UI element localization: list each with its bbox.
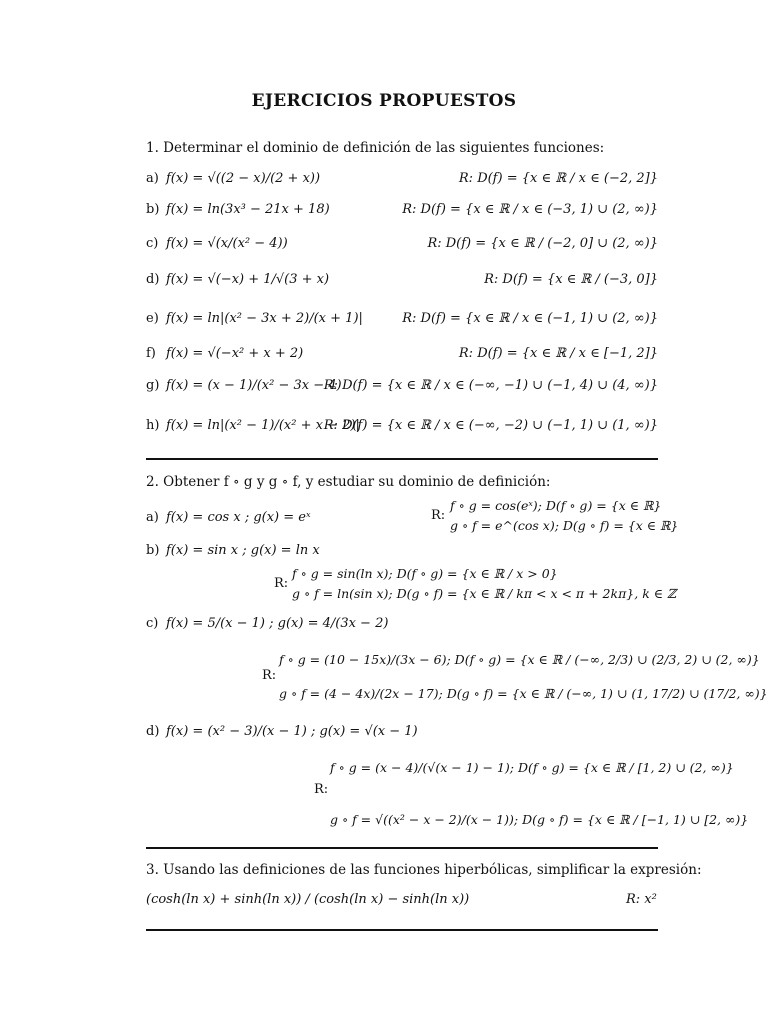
answer-marker: R:: [431, 508, 446, 523]
answer-text: R: D(f) = {x ∈ ℝ / x ∈ [−1, 2]}: [458, 346, 658, 361]
item-label: g): [146, 378, 160, 393]
page-title: EJERCICIOS PROPUESTOS: [251, 91, 517, 111]
function-expression: f(x) = sin x ; g(x) = ln x: [166, 543, 320, 558]
function-expression: f(x) = √((2 − x)/(2 + x)): [166, 171, 321, 186]
answer-text: R: D(f) = {x ∈ ℝ / x ∈ (−1, 1) ∪ (2, ∞)}: [402, 311, 658, 326]
function-expression: f(x) = 5/(x − 1) ; g(x) = 4/(3x − 2): [166, 616, 389, 631]
item-label: c): [146, 236, 159, 251]
answer-marker: R:: [314, 782, 329, 797]
item-label: c): [146, 616, 159, 631]
item-label: d): [146, 272, 160, 287]
function-expression: f(x) = (x² − 3)/(x − 1) ; g(x) = √(x − 1): [166, 724, 418, 739]
answer-text: R: D(f) = {x ∈ ℝ / x ∈ (−∞, −1) ∪ (−1, 4) ∪ (4, ∞)}: [323, 378, 658, 393]
hyperbolic-expression: (cosh(ln x) + sinh(ln x)) / (cosh(ln x) − sinh(ln x)): [146, 892, 470, 907]
function-expression: f(x) = √(−x) + 1/√(3 + x): [166, 272, 330, 287]
function-expression: f(x) = √(−x² + x + 2): [166, 346, 304, 361]
section-divider: [146, 458, 658, 460]
function-expression: f(x) = (x − 1)/(x² − 3x − 4): [166, 378, 342, 393]
item-label: b): [146, 543, 160, 558]
section2-heading: 2. Obtener f ∘ g y g ∘ f, y estudiar su dominio de definición:: [146, 474, 551, 490]
exercise-row: [146, 236, 658, 260]
item-label: e): [146, 311, 159, 326]
answer-text: R: D(f) = {x ∈ ℝ / (−2, 0] ∪ (2, ∞)}: [427, 236, 658, 251]
section-divider: [146, 847, 658, 849]
answer-text: R: D(f) = {x ∈ ℝ / x ∈ (−2, 2]}: [458, 171, 658, 186]
function-expression: f(x) = ln(3x³ − 21x + 18): [166, 202, 330, 217]
exercise-row: [146, 346, 658, 370]
fog-answer: f ∘ g = (10 − 15x)/(3x − 6); D(f ∘ g) = {x ∈ ℝ / (−∞, 2/3) ∪ (2/3, 2) ∪ (2, ∞)}: [279, 652, 760, 667]
gof-answer: g ∘ f = √((x² − x − 2)/(x − 1)); D(g ∘ f) = {x ∈ ℝ / [−1, 1) ∪ [2, ∞)}: [330, 812, 749, 827]
fog-answer: f ∘ g = cos(eˣ); D(f ∘ g) = {x ∈ ℝ}: [450, 498, 662, 513]
item-label: h): [146, 418, 160, 433]
exercise-row: [146, 272, 658, 296]
answer-text: R: D(f) = {x ∈ ℝ / x ∈ (−3, 1) ∪ (2, ∞)}: [402, 202, 658, 217]
item-label: a): [146, 171, 159, 186]
answer-text: R: D(f) = {x ∈ ℝ / x ∈ (−∞, −2) ∪ (−1, 1) ∪ (1, ∞)}: [323, 418, 658, 433]
fog-answer: f ∘ g = sin(ln x); D(f ∘ g) = {x ∈ ℝ / x > 0}: [292, 566, 558, 581]
answer-marker: R:: [262, 668, 277, 683]
gof-answer: g ∘ f = (4 − 4x)/(2x − 17); D(g ∘ f) = {x ∈ ℝ / (−∞, 1) ∪ (1, 17/2) ∪ (17/2, ∞)}: [279, 686, 768, 701]
section3-heading: 3. Usando las definiciones de las funciones hiperbólicas, simplificar la expresión:: [146, 862, 702, 878]
function-expression: f(x) = ln|(x² − 1)/(x² + x − 2)|: [166, 418, 360, 433]
fog-answer: f ∘ g = (x − 4)/(√(x − 1) − 1); D(f ∘ g) = {x ∈ ℝ / [1, 2) ∪ (2, ∞)}: [330, 760, 734, 775]
item-label: b): [146, 202, 160, 217]
section3-answer: R: x²: [626, 892, 657, 907]
function-expression: f(x) = ln|(x² − 3x + 2)/(x + 1)|: [166, 311, 363, 326]
exercise-row: [146, 311, 658, 335]
gof-answer: g ∘ f = e^(cos x); D(g ∘ f) = {x ∈ ℝ}: [450, 518, 679, 533]
exercise-row: [146, 171, 658, 195]
item-label: d): [146, 724, 160, 739]
section-divider: [146, 929, 658, 931]
exercise-row: [146, 378, 658, 402]
item-label: f): [146, 346, 156, 361]
answer-marker: R:: [274, 576, 289, 591]
exercise-row: [146, 202, 658, 226]
function-expression: f(x) = √(x/(x² − 4)): [166, 236, 288, 251]
item-label: a): [146, 510, 159, 525]
function-expression: f(x) = cos x ; g(x) = eˣ: [166, 510, 311, 525]
section1-heading: 1. Determinar el dominio de definición de las siguientes funciones:: [146, 140, 605, 156]
gof-answer: g ∘ f = ln(sin x); D(g ∘ f) = {x ∈ ℝ / kπ < x < π + 2kπ}, k ∈ ℤ: [292, 586, 677, 601]
answer-text: R: D(f) = {x ∈ ℝ / (−3, 0]}: [484, 272, 658, 287]
exercise-row: [146, 418, 658, 442]
